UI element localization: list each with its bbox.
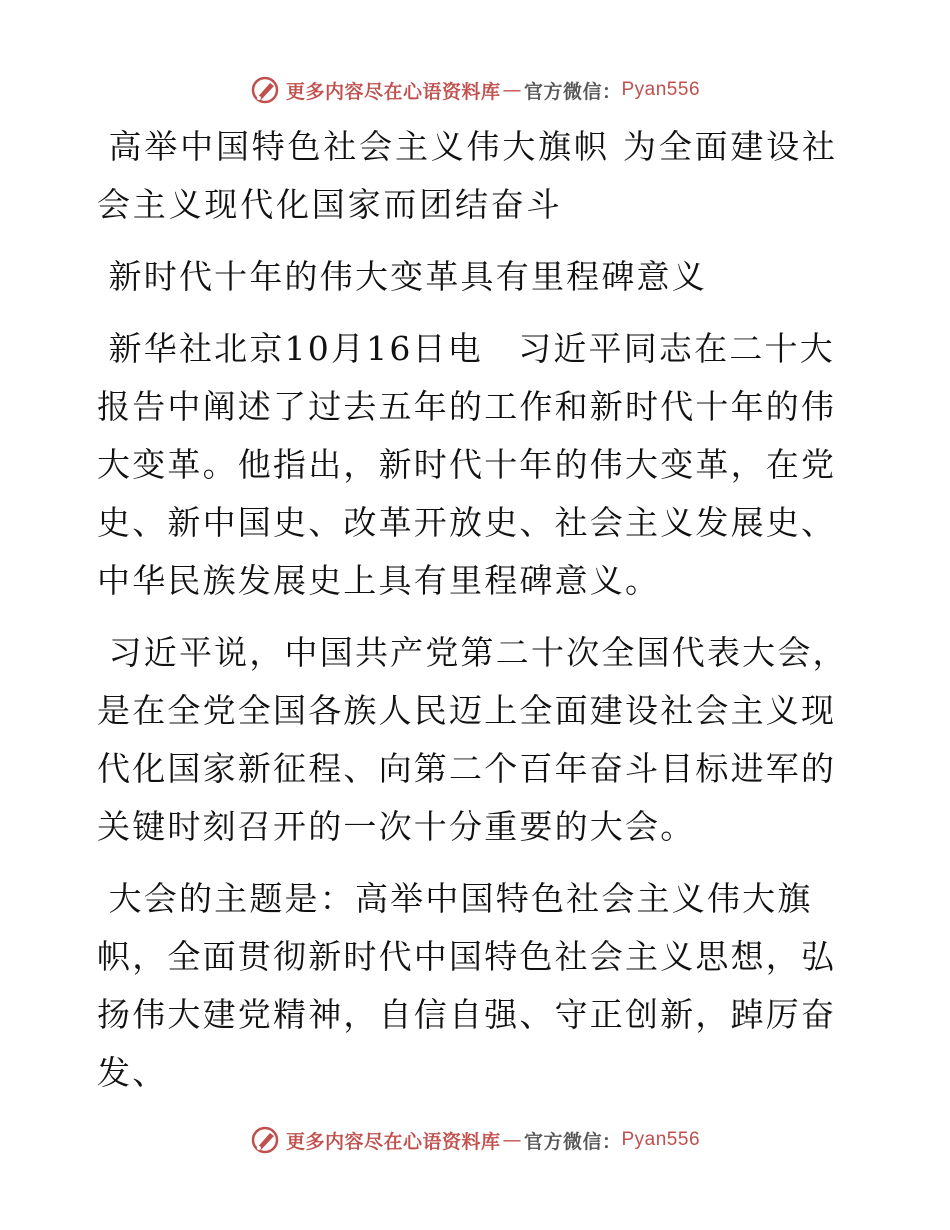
footer-dash: — <box>502 1129 522 1151</box>
article-paragraph: 习近平说，中国共产党第二十次全国代表大会，是在全党全国各族人民迈上全面建设社会主义现代化国家新征程、向第二个百年奋斗目标进军的关键时刻召开的一次十分重要的大会。 <box>97 633 848 846</box>
article-paragraph: 大会的主题是：高举中国特色社会主义伟大旗帜，全面贯彻新时代中国特色社会主义思想，弘扬伟大建党精神，自信自强、守正创新，踔厉奋发、 <box>97 879 837 1092</box>
article-paragraph: 新华社北京10月16日电 习近平同志在二十大报告中阐述了过去五年的工作和新时代十年的伟大变革。他指出，新时代十年的伟大变革，在党史、新中国史、改革开放史、社会主义发展史、中华民族发展史上具有里程碑意义。 <box>97 329 837 600</box>
pen-logo-icon <box>250 75 280 105</box>
header-dash: — <box>502 79 522 101</box>
header-wechat-id: Pyan556 <box>621 79 701 100</box>
article-subtitle: 新时代十年的伟大变革具有里程碑意义 <box>108 257 707 296</box>
header-brand-text: 更多内容尽在心语资料库 <box>285 80 501 103</box>
article-title: 高举中国特色社会主义伟大旗帜 为全面建设社会主义现代化国家而团结奋斗 <box>97 127 838 224</box>
header-wechat-label: 官方微信： <box>523 80 622 103</box>
footer-wechat-label: 官方微信： <box>523 1130 622 1153</box>
header-watermark-banner <box>0 70 950 110</box>
footer-wechat-id: Pyan556 <box>621 1129 701 1150</box>
footer-brand-text: 更多内容尽在心语资料库 <box>285 1130 501 1153</box>
article-body <box>97 118 857 1116</box>
pen-logo-icon <box>250 1125 280 1155</box>
footer-watermark-banner <box>0 1120 950 1160</box>
